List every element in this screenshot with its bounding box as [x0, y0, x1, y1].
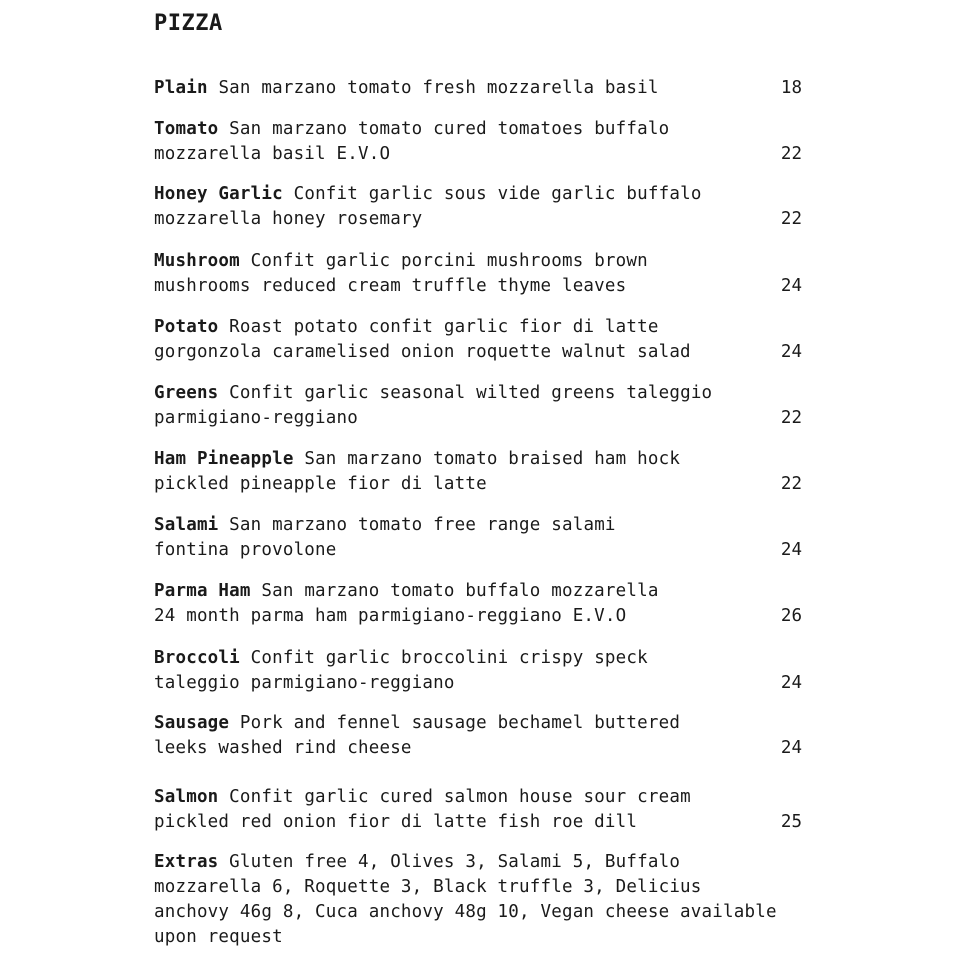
item-price: 18: [780, 78, 802, 98]
extras-label: Extras: [154, 852, 219, 872]
item-description: San marzano tomato cured tomatoes buffalo mozzarella basil E.V.O: [154, 119, 670, 164]
menu-title: PIZZA: [154, 11, 223, 36]
item-name: Mushroom: [154, 251, 240, 271]
item-name: Broccoli: [154, 648, 240, 668]
item-name: Plain: [154, 78, 208, 98]
item-description: Confit garlic seasonal wilted greens taleggio parmigiano-reggiano: [154, 383, 713, 428]
menu-item-parma-ham: [154, 579, 804, 629]
item-name: Ham Pineapple: [154, 449, 294, 469]
item-name: Potato: [154, 317, 219, 337]
item-description: Confit garlic porcini mushrooms brown mushrooms reduced cream truffle thyme leaves: [154, 251, 648, 296]
menu-extras: [154, 850, 804, 950]
menu-item-sausage: [154, 711, 804, 761]
extras-description: Gluten free 4, Olives 3, Salami 5, Buffalo mozzarella 6, Roquette 3, Black truffle 3, Delicius anchovy 46g 8, Cuca anchovy 48g 10, Vegan cheese available upon request: [154, 852, 777, 947]
item-name: Salmon: [154, 787, 219, 807]
item-price: 26: [780, 606, 802, 626]
item-price: 22: [780, 474, 802, 494]
item-description: Confit garlic sous vide garlic buffalo mozzarella honey rosemary: [154, 184, 702, 229]
menu-item-salami: [154, 513, 804, 563]
item-name: Tomato: [154, 119, 219, 139]
item-price: 24: [780, 673, 802, 693]
item-price: 24: [780, 738, 802, 758]
item-description: San marzano tomato fresh mozzarella basil: [218, 78, 659, 98]
item-description: Confit garlic cured salmon house sour cream pickled red onion fior di latte fish roe dill: [154, 787, 691, 832]
item-price: 25: [780, 812, 802, 832]
item-price: 22: [780, 408, 802, 428]
menu-item-honey-garlic: [154, 182, 804, 232]
menu-item-mushroom: [154, 249, 804, 299]
item-price: 22: [780, 209, 802, 229]
menu-item-potato: [154, 315, 804, 365]
item-description: San marzano tomato buffalo mozzarella 24 month parma ham parmigiano-reggiano E.V.O: [154, 581, 659, 626]
menu-item-ham-pineapple: [154, 447, 804, 497]
item-description: San marzano tomato braised ham hock pickled pineapple fior di latte: [154, 449, 681, 494]
item-description: Roast potato confit garlic fior di latte gorgonzola caramelised onion roquette walnut salad: [154, 317, 691, 362]
item-description: Confit garlic broccolini crispy speck taleggio parmigiano-reggiano: [154, 648, 648, 693]
item-price: 24: [780, 342, 802, 362]
item-name: Honey Garlic: [154, 184, 283, 204]
item-name: Salami: [154, 515, 219, 535]
item-name: Greens: [154, 383, 219, 403]
menu-item-greens: [154, 381, 804, 431]
item-description: San marzano tomato free range salami fontina provolone: [154, 515, 616, 560]
menu-item-broccoli: [154, 646, 804, 696]
item-description: Pork and fennel sausage bechamel buttered leeks washed rind cheese: [154, 713, 681, 758]
menu-item-plain: [154, 76, 804, 101]
item-price: 22: [780, 144, 802, 164]
item-name: Sausage: [154, 713, 230, 733]
item-price: 24: [780, 540, 802, 560]
item-price: 24: [780, 276, 802, 296]
menu-item-salmon: [154, 785, 804, 835]
item-name: Parma Ham: [154, 581, 251, 601]
menu-item-tomato: [154, 117, 804, 167]
